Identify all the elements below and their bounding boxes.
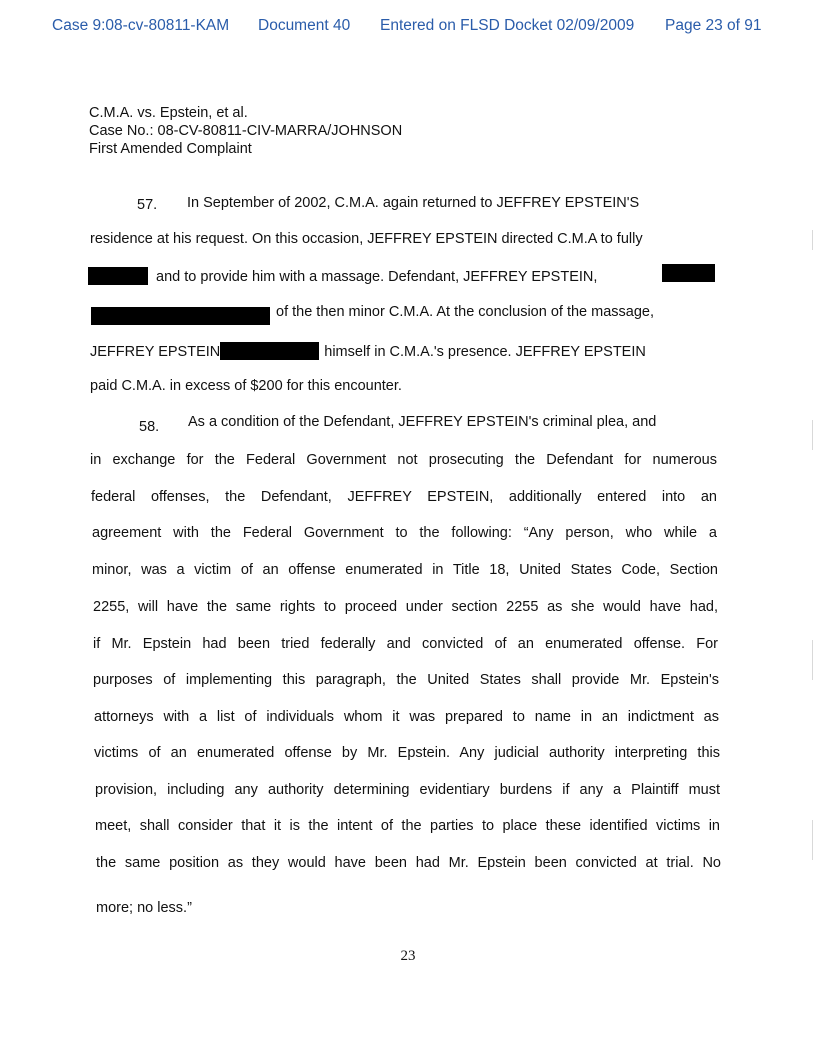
text-line: As a condition of the Defendant, JEFFREY EPSTEIN's criminal plea, and bbox=[188, 414, 657, 430]
caption-document-title: First Amended Complaint bbox=[89, 141, 252, 157]
docket-entry-stamp: Entered on FLSD Docket 02/09/2009 bbox=[380, 17, 635, 34]
paragraph-number: 58. bbox=[139, 419, 160, 435]
redaction-box bbox=[91, 307, 270, 325]
text-line: of the then minor C.M.A. At the conclusion of the massage, bbox=[276, 304, 655, 320]
text-line-redacted: JEFFREY EPSTEIN himself in C.M.A.'s presence. JEFFREY EPSTEIN bbox=[90, 344, 646, 360]
page-count-stamp: Page 23 of 91 bbox=[665, 17, 762, 34]
text-line: agreement with the Federal Government to the following: “Any person, who while a bbox=[92, 525, 717, 541]
text-line: purposes of implementing this paragraph, the United States shall provide Mr. Epstein's bbox=[93, 672, 719, 688]
text-line: the same position as they would have been had Mr. Epstein been convicted at trial. No bbox=[96, 855, 721, 871]
document-number-stamp: Document 40 bbox=[258, 17, 351, 34]
scan-artifact bbox=[812, 420, 813, 450]
text-line: residence at his request. On this occasion, JEFFREY EPSTEIN directed C.M.A to fully bbox=[90, 231, 643, 247]
paragraph-number: 57. bbox=[137, 197, 158, 213]
scan-artifact bbox=[812, 640, 813, 680]
text-line: victims of an enumerated offense by Mr. Epstein. Any judicial authority interpreting this bbox=[94, 745, 720, 761]
text-line: attorneys with a list of individuals whom it was prepared to name in an indictment as bbox=[94, 709, 719, 725]
text-line: meet, shall consider that it is the intent of the parties to place these identified victims in bbox=[95, 818, 720, 834]
redaction-box bbox=[662, 264, 715, 282]
redaction-box bbox=[220, 342, 319, 360]
text-line: more; no less.” bbox=[96, 900, 192, 916]
caption-case-number: Case No.: 08-CV-80811-CIV-MARRA/JOHNSON bbox=[89, 123, 403, 139]
text-line-redacted: and to provide him with a massage. Defendant, JEFFREY EPSTEIN, bbox=[88, 267, 597, 285]
scan-artifact bbox=[812, 820, 813, 860]
scan-artifact bbox=[812, 230, 813, 250]
text-line: In September of 2002, C.M.A. again returned to JEFFREY EPSTEIN'S bbox=[187, 195, 640, 211]
page-number: 23 bbox=[400, 948, 416, 964]
case-number-stamp: Case 9:08-cv-80811-KAM bbox=[52, 17, 230, 34]
redaction-box bbox=[88, 267, 148, 285]
case-caption bbox=[89, 104, 402, 158]
text-line: minor, was a victim of an offense enumerated in Title 18, United States Code, Section bbox=[92, 562, 718, 578]
caption-parties: C.M.A. vs. Epstein, et al. bbox=[89, 105, 248, 121]
text-line: federal offenses, the Defendant, JEFFREY EPSTEIN, additionally entered into an bbox=[91, 489, 717, 505]
text-line: provision, including any authority determining evidentiary burdens if any a Plaintiff must bbox=[95, 782, 720, 798]
text-line: in exchange for the Federal Government not prosecuting the Defendant for numerous bbox=[90, 452, 717, 468]
text-line: paid C.M.A. in excess of $200 for this encounter. bbox=[90, 378, 402, 394]
text-line: if Mr. Epstein had been tried federally and convicted of an enumerated offense. For bbox=[93, 636, 718, 652]
text-line: 2255, will have the same rights to proceed under section 2255 as she would have had, bbox=[93, 599, 718, 615]
